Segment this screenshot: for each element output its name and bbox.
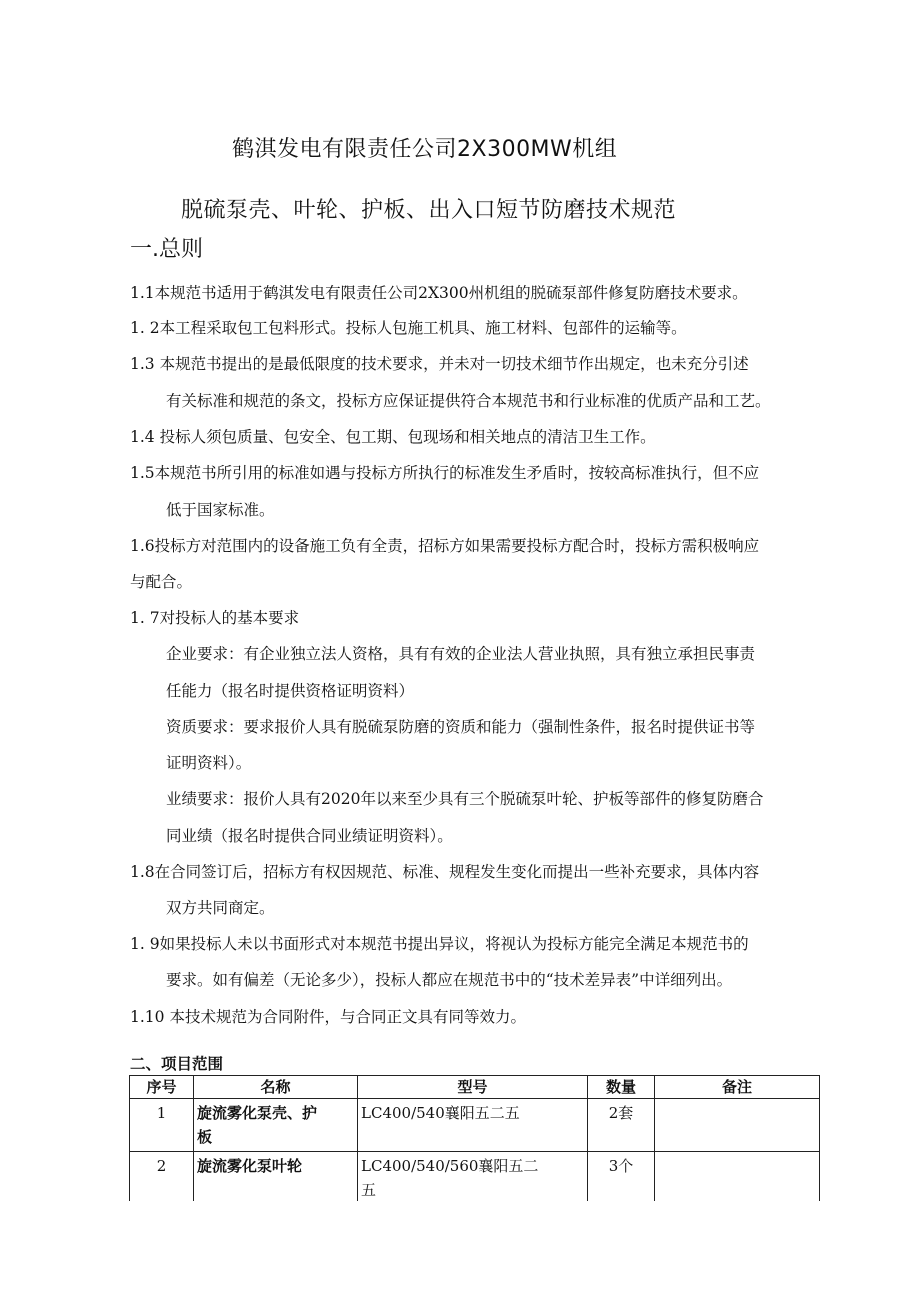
section1-heading: 一.总则: [130, 237, 203, 262]
performance-requirement-line2: 同业绩（报名时提供合同业绩证明资料）。: [166, 827, 453, 845]
enterprise-requirement-line1: 企业要求：有企业独立法人资格，具有有效的企业法人营业执照，具有独立承担民事责: [166, 645, 756, 663]
cell-name-line1: 旋流雾化泵壳、护: [197, 1104, 318, 1122]
cell-model-line1: LC400/540襄阳五二五: [361, 1104, 520, 1122]
cell-quantity: 2套: [588, 1099, 655, 1152]
clause-1-3-line1: 1.3 本规范书提出的是最低限度的技术要求，并未对一切技术细节作出规定，也未充分引述: [130, 355, 749, 373]
page-bottom-margin: [0, 1201, 920, 1301]
clause-1-8-line2: 双方共同商定。: [166, 899, 275, 917]
clause-1-1: 1.1本规范书适用于鹤淇发电有限责任公司2X300州机组的脱硫泵部件修复防磨技术要求。: [130, 284, 748, 302]
performance-requirement-line1: 业绩要求：报价人具有2020年以来至少具有三个脱硫泵叶轮、护板等部件的修复防磨合: [166, 790, 764, 808]
cell-remarks: [655, 1099, 820, 1152]
clause-1-6-line1: 1.6投标方对范围内的设备施工负有全责，招标方如果需要投标方配合时，投标方需积极响应: [130, 537, 760, 555]
column-header-no: 序号: [130, 1076, 194, 1099]
cell-name-line1: 旋流雾化泵叶轮: [197, 1157, 303, 1175]
clause-1-8-line1: 1.8在合同签订后，招标方有权因规范、标准、规程发生变化而提出一些补充要求，具体内容: [130, 863, 760, 881]
clause-1-3-line2: 有关标准和规范的条文，投标方应保证提供符合本规范书和行业标准的优质产品和工艺。: [166, 392, 771, 410]
clause-1-10: 1.10 本技术规范为合同附件，与合同正文具有同等效力。: [130, 1008, 526, 1026]
column-header-model: 型号: [358, 1076, 588, 1099]
table-row: [130, 1099, 820, 1152]
cell-model-line2: 五: [361, 1181, 377, 1199]
cell-model: [358, 1099, 588, 1152]
cell-name: [194, 1099, 358, 1152]
cell-remarks: [655, 1152, 820, 1205]
clause-1-9-line1: 1. 9如果投标人未以书面形式对本规范书提出异议，将视认为投标方能完全满足本规范书的: [130, 935, 749, 953]
column-header-quantity: 数量: [588, 1076, 655, 1099]
enterprise-requirement-line2: 任能力（报名时提供资格证明资料）: [166, 682, 415, 700]
column-header-remarks: 备注: [655, 1076, 820, 1099]
cell-quantity: 3个: [588, 1152, 655, 1205]
project-scope-table: [129, 1075, 820, 1205]
section2-heading: 二、项目范围: [130, 1055, 224, 1073]
clause-1-6-line2: 与配合。: [130, 573, 193, 591]
table-row: [130, 1152, 820, 1205]
clause-1-4: 1.4 投标人须包质量、包安全、包工期、包现场和相关地点的清洁卫生工作。: [130, 428, 656, 446]
table-header-row: [130, 1076, 820, 1099]
clause-1-5-line1: 1.5本规范书所引用的标准如遇与投标方所执行的标准发生矛盾时，按较高标准执行，但不应: [130, 464, 760, 482]
cell-name: [194, 1152, 358, 1205]
qualification-requirement-line1: 资质要求：要求报价人具有脱硫泵防磨的资质和能力（强制性条件，报名时提供证书等: [166, 718, 756, 736]
qualification-requirement-line2: 证明资料）。: [166, 754, 252, 772]
cell-name-line2: 板: [197, 1128, 213, 1146]
cell-no: 1: [130, 1099, 194, 1152]
clause-1-7: 1. 7对投标人的基本要求: [130, 609, 300, 627]
document-title-line2: 脱硫泵壳、叶轮、护板、出入口短节防磨技术规范: [181, 198, 677, 223]
cell-model-line1: LC400/540/560襄阳五二: [361, 1157, 539, 1175]
clause-1-2: 1. 2本工程采取包工包料形式。投标人包施工机具、施工材料、包部件的运输等。: [130, 319, 687, 337]
clause-1-9-line2: 要求。如有偏差（无论多少），投标人都应在规范书中的“技术差异表”中详细列出。: [166, 971, 733, 989]
document-title-line1: 鹤淇发电有限责任公司2X300MW机组: [232, 137, 618, 162]
cell-no: 2: [130, 1152, 194, 1205]
cell-model: [358, 1152, 588, 1205]
column-header-name: 名称: [194, 1076, 358, 1099]
clause-1-5-line2: 低于国家标准。: [166, 501, 275, 519]
